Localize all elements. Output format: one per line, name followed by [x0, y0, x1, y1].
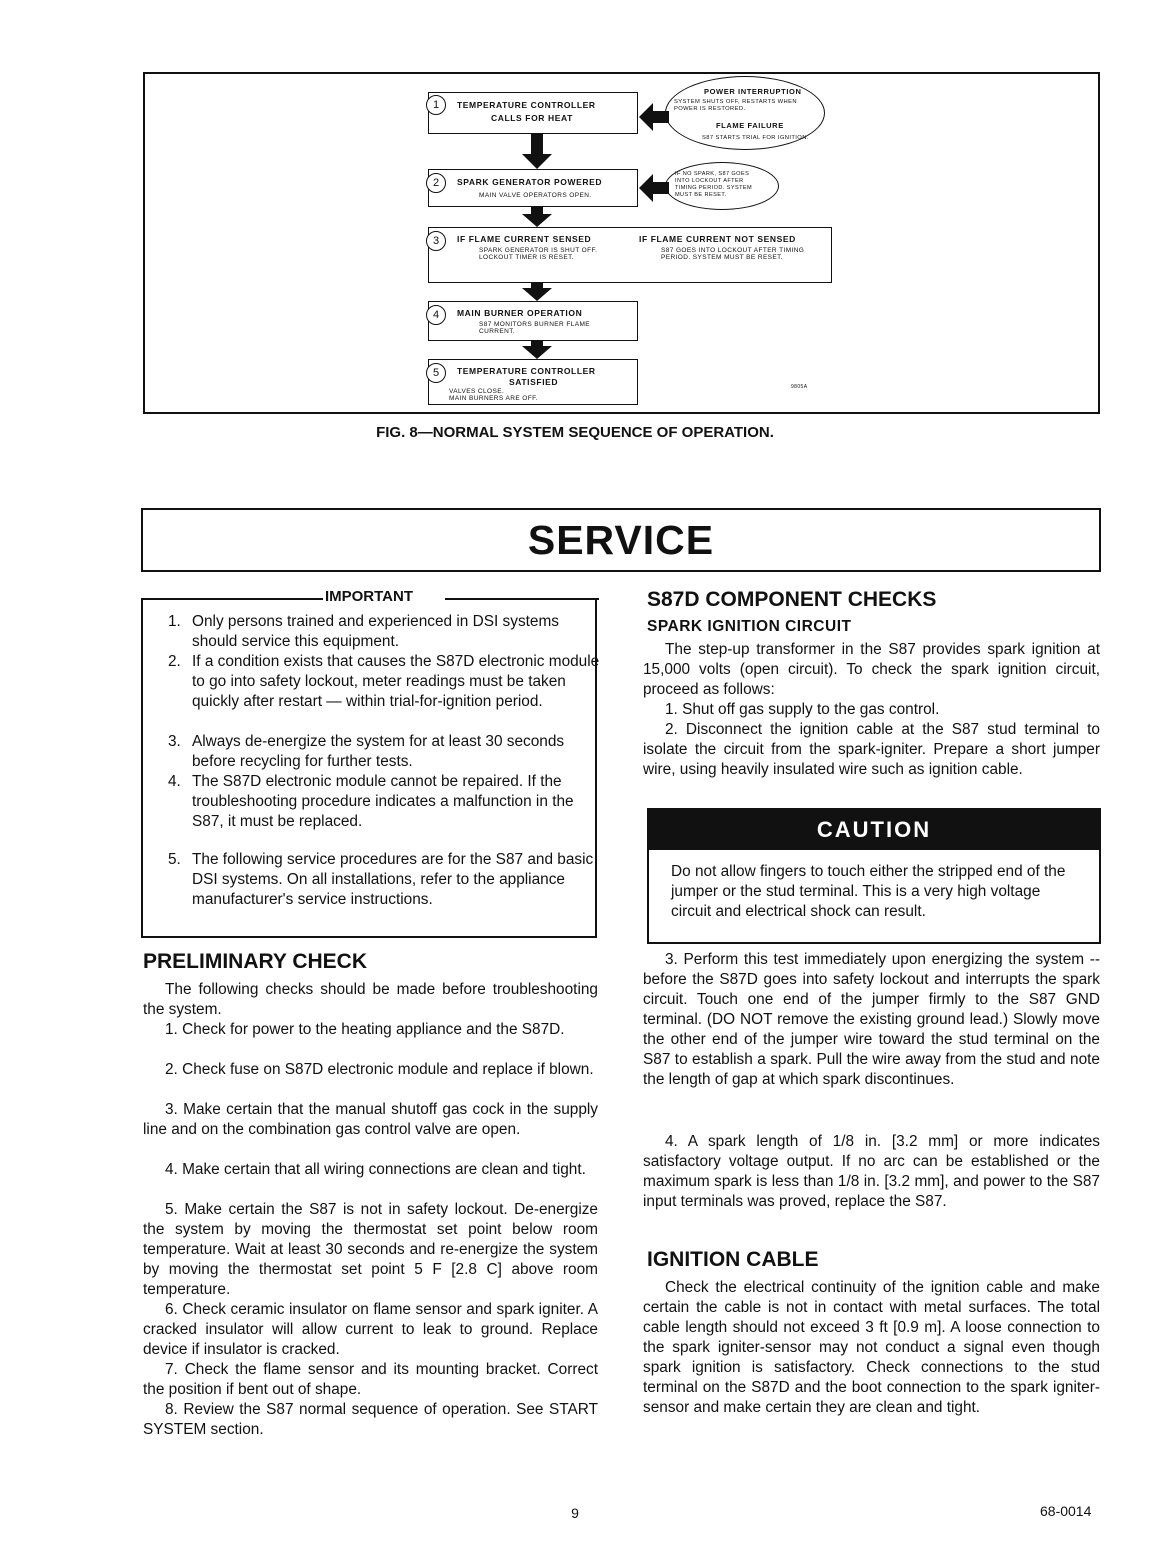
preliminary-heading: PRELIMINARY CHECK — [143, 950, 368, 973]
step-title: MAIN BURNER OPERATION — [457, 308, 583, 318]
preliminary-step: 7. Check the flame sensor and its mounting bracket. Correct the position if bent out of shape. — [143, 1361, 598, 1398]
preliminary-intro: The following checks should be made before troubleshooting the system. — [143, 981, 598, 1018]
item-number: 5. — [168, 851, 181, 868]
page-number: 9 — [571, 1505, 579, 1521]
left-pointing-arrow-icon — [639, 101, 669, 133]
item-text: If a condition exists that causes the S87D electronic module to go into safety lockout, meter readings must be taken quickly after restart — within trial-for-ignition period. — [192, 653, 600, 710]
step-sub: VALVES CLOSE. — [449, 388, 505, 395]
down-arrow-icon — [522, 341, 552, 359]
item-number: 3. — [168, 733, 181, 750]
component-heading: S87D COMPONENT CHECKS — [647, 588, 937, 611]
oval-line: SYSTEM SHUTS OFF, RESTARTS WHEN — [674, 99, 797, 105]
important-title-text: IMPORTANT — [324, 588, 414, 605]
service-title: SERVICE — [141, 508, 1101, 572]
step-3-box — [428, 227, 832, 283]
component-intro: The step-up transformer in the S87 provides spark ignition at 15,000 volts (open circuit). To check the spark ignition circuit, proceed as follows: — [643, 641, 1100, 698]
important-box — [141, 588, 600, 938]
important-item — [168, 612, 602, 652]
down-arrow-icon — [522, 283, 552, 301]
important-item — [168, 850, 602, 910]
step-2-box — [428, 169, 638, 207]
preliminary-step: 3. Make certain that the manual shutoff gas cock in the supply line and on the combination gas control valve are open. — [143, 1101, 598, 1138]
important-item — [168, 652, 602, 712]
oval-line: MUST BE RESET. — [675, 192, 727, 198]
important-title — [143, 588, 595, 605]
step-title: SPARK GENERATOR POWERED — [457, 177, 603, 187]
component-step-1: 1. Shut off gas supply to the gas control. — [665, 701, 940, 718]
item-number: 4. — [168, 773, 181, 790]
sequence-figure — [143, 72, 1100, 414]
oval-line: TIMING PERIOD. SYSTEM — [675, 185, 753, 191]
preliminary-step: 5. Make certain the S87 is not in safety lockout. De-energize the system by moving the thermostat set point below room temperature. Wait at least 30 seconds and re-energize the system by moving the thermostat set point 5 F [2.8 C] above room temperature. — [143, 1201, 598, 1298]
power-interruption-oval — [665, 76, 825, 150]
figure-caption: FIG. 8—NORMAL SYSTEM SEQUENCE OF OPERATION. — [376, 424, 774, 441]
item-text: Always de-energize the system for at least 30 seconds before recycling for further tests. — [192, 733, 565, 770]
step-4-box — [428, 301, 638, 341]
oval-line: S87 STARTS TRIAL FOR IGNITION. — [702, 135, 809, 141]
down-arrow-icon — [522, 207, 552, 227]
step-title-2: CALLS FOR HEAT — [491, 113, 573, 123]
caution-text: Do not allow fingers to touch either the stripped end of the jumper or the stud terminal. This is a very high voltage circuit and electrical shock can result. — [671, 863, 1066, 920]
spark-ignition-subheading: SPARK IGNITION CIRCUIT — [647, 618, 852, 635]
ignition-cable-text: Check the electrical continuity of the ignition cable and make certain the cable is not in contact with metal surfaces. The total cable length should not exceed 3 ft [0.9 m]. A loose connection to the spark igniter-sensor may not conduct a signal even though spark ignition is satisfactory. Check connections to the stud terminal on the S87D and the boot connection to the spark igniter-sensor and make certain they are clean and tight. — [643, 1279, 1100, 1416]
component-step-2: 2. Disconnect the ignition cable at the S87 stud terminal to isolate the circuit from the spark-igniter. Prepare a short jumper wire, using heavily insulated wire such as ignition cable. — [643, 721, 1100, 778]
component-step-4: 4. A spark length of 1/8 in. [3.2 mm] or more indicates satisfactory voltage output. If no arc can be established or the maximum spark is less than 1/8 in. [3.2 mm], and power to the S87 input terminals was proved, replace the S87. — [643, 1133, 1100, 1210]
step-sub: LOCKOUT TIMER IS RESET. — [479, 254, 574, 261]
oval-title: POWER INTERRUPTION — [704, 87, 802, 96]
step-sub: S87 MONITORS BURNER FLAME — [479, 321, 591, 328]
oval-title-2: FLAME FAILURE — [716, 121, 784, 130]
step-title: TEMPERATURE CONTROLLER — [457, 100, 596, 110]
step-sub: MAIN BURNERS ARE OFF. — [449, 395, 538, 402]
item-text: The following service procedures are for the S87 and basic DSI systems. On all installations, refer to the appliance manufacturer's service instructions. — [192, 851, 594, 908]
preliminary-step: 2. Check fuse on S87D electronic module and replace if blown. — [165, 1061, 594, 1078]
step-title-2: SATISFIED — [509, 377, 559, 387]
step-number: 1 — [426, 95, 446, 115]
preliminary-step: 8. Review the S87 normal sequence of operation. See START SYSTEM section. — [143, 1401, 598, 1438]
step-sub: SPARK GENERATOR IS SHUT OFF. — [479, 247, 598, 254]
important-item — [168, 732, 602, 772]
step-sub: CURRENT. — [479, 328, 516, 335]
caution-box — [647, 808, 1101, 944]
step-alt-sub: S87 GOES INTO LOCKOUT AFTER TIMING — [661, 247, 805, 254]
step-title: IF FLAME CURRENT SENSED — [457, 234, 592, 244]
item-text: Only persons trained and experienced in DSI systems should service this equipment. — [192, 613, 559, 650]
step-number: 4 — [426, 305, 446, 325]
step-number: 5 — [426, 363, 446, 383]
step-alt-sub: PERIOD. SYSTEM MUST BE RESET. — [661, 254, 784, 261]
item-number: 2. — [168, 653, 181, 670]
step-title: TEMPERATURE CONTROLLER — [457, 366, 596, 376]
preliminary-step: 1. Check for power to the heating appliance and the S87D. — [165, 1021, 565, 1038]
step-sub: MAIN VALVE OPERATORS OPEN. — [479, 192, 592, 199]
component-step-3: 3. Perform this test immediately upon energizing the system -- before the S87D goes into safety lockout and interrupts the spark circuit. Touch one end of the jumper firmly to the S87 GND terminal. (DO NOT remove the existing ground lead.) Slowly move the other end of the jumper wire toward the stud terminal on the S87 to establish a spark. Pull the wire away from the stud and note the length of gap at which spark discontinues. — [643, 951, 1100, 1088]
down-arrow-icon — [522, 134, 552, 169]
ignition-cable-heading: IGNITION CABLE — [647, 1248, 819, 1271]
oval-line: IF NO SPARK, S87 GOES — [675, 171, 750, 177]
step-1-box — [428, 92, 638, 134]
step-alt-title: IF FLAME CURRENT NOT SENSED — [639, 234, 796, 244]
item-number: 1. — [168, 613, 181, 630]
preliminary-step: 6. Check ceramic insulator on flame sensor and spark igniter. A cracked insulator will allow current to leak to ground. Replace device if insulator is cracked. — [143, 1301, 598, 1358]
preliminary-step: 4. Make certain that all wiring connections are clean and tight. — [165, 1161, 586, 1178]
important-item — [168, 772, 602, 832]
oval-line: POWER IS RESTORED. — [674, 106, 746, 112]
item-text: The S87D electronic module cannot be repaired. If the troubleshooting procedure indicates a malfunction in the S87, it must be replaced. — [192, 773, 574, 830]
lockout-oval — [665, 162, 779, 210]
oval-line: INTO LOCKOUT AFTER — [675, 178, 744, 184]
step-number: 3 — [426, 231, 446, 251]
document-number: 68-0014 — [1040, 1503, 1092, 1519]
figure-code: 9805A — [791, 384, 808, 390]
left-pointing-arrow-icon — [639, 172, 669, 204]
step-5-box — [428, 359, 638, 405]
caution-title: CAUTION — [649, 810, 1099, 850]
step-number: 2 — [426, 173, 446, 193]
